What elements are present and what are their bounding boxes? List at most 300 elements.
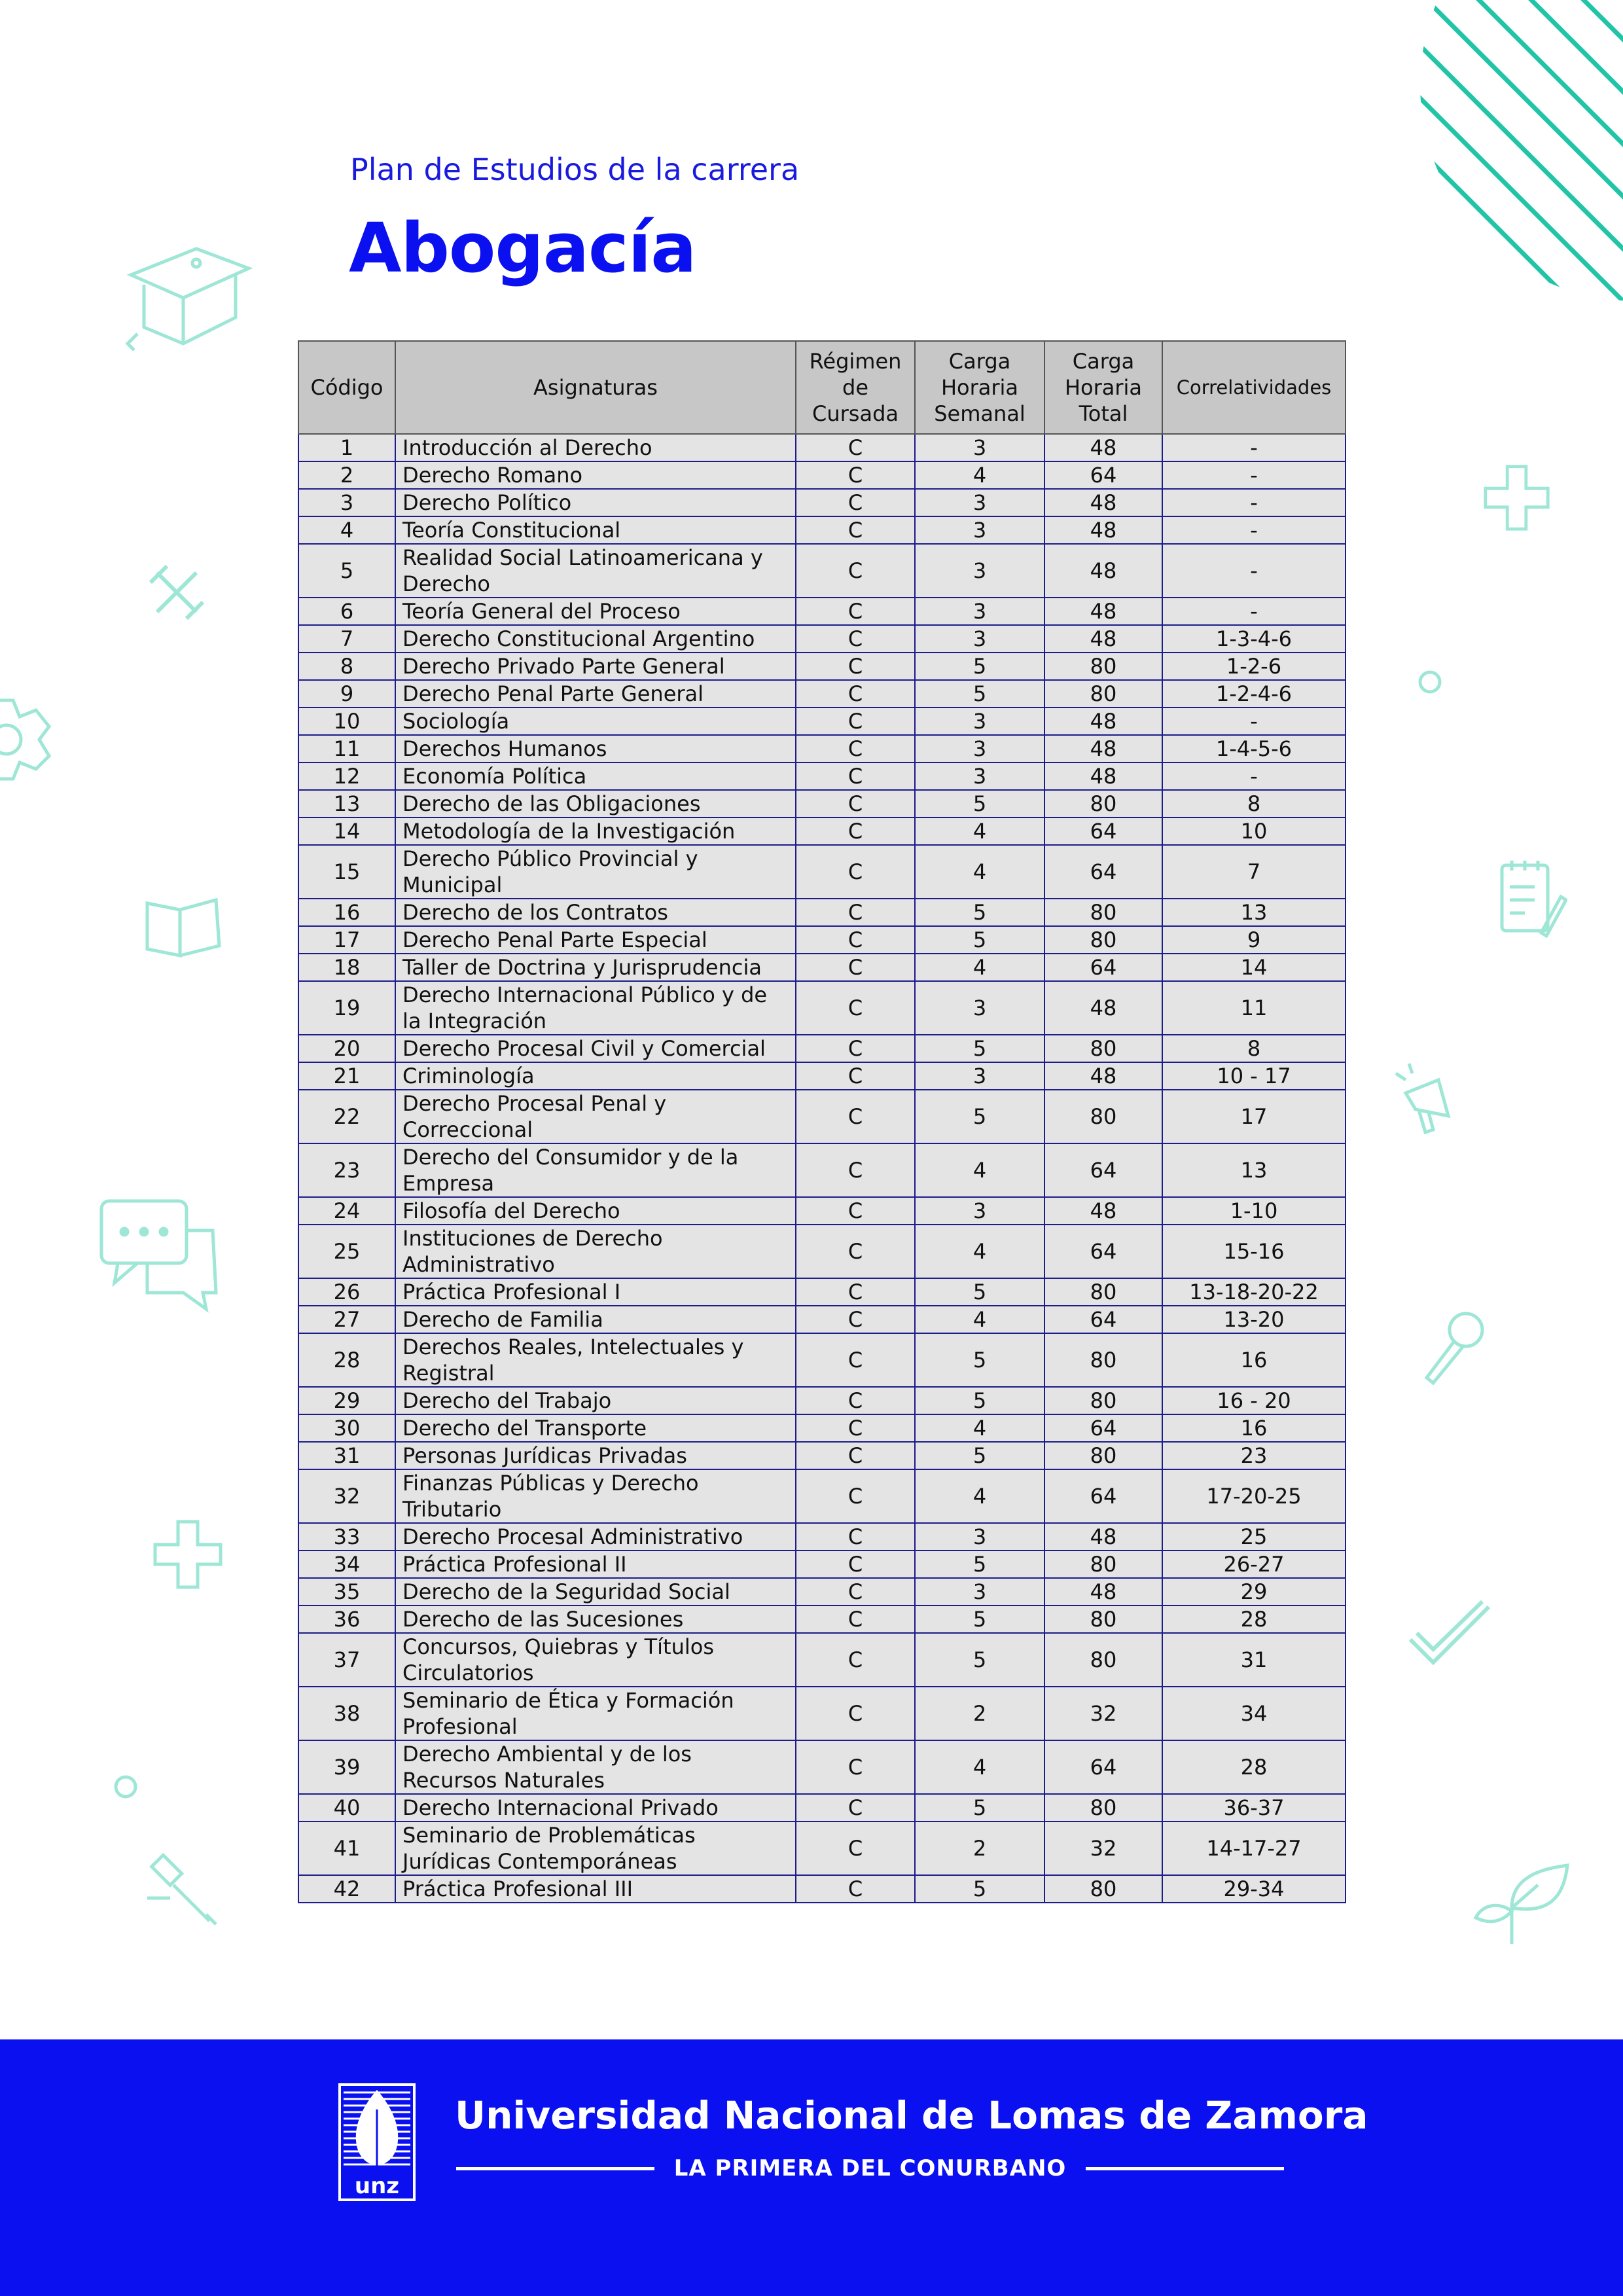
circle-icon [1417,669,1443,695]
cell-regimen: C [796,790,915,817]
cell-carga-total: 64 [1044,1414,1162,1442]
cell-asignatura: Criminología [395,1062,796,1090]
cell-carga-semanal: 3 [915,1523,1044,1551]
cell-carga-semanal: 4 [915,1225,1044,1278]
cell-regimen: C [796,1278,915,1306]
cell-carga-semanal: 5 [915,899,1044,926]
cell-carga-total: 48 [1044,1062,1162,1090]
cell-codigo: 21 [298,1062,395,1090]
table-row [298,434,1346,461]
cell-carga-total: 80 [1044,1278,1162,1306]
cell-regimen: C [796,1197,915,1225]
cell-asignatura: Derecho del Consumidor y de la Empresa [395,1143,796,1197]
table-row [298,1062,1346,1090]
cell-codigo: 8 [298,653,395,680]
cell-regimen: C [796,461,915,489]
graduation-cap-icon [118,236,255,353]
cell-correlatividades: 8 [1162,790,1346,817]
cell-codigo: 17 [298,926,395,954]
cell-carga-total: 80 [1044,1875,1162,1903]
cell-regimen: C [796,1442,915,1469]
cell-codigo: 40 [298,1794,395,1821]
cell-codigo: 4 [298,516,395,544]
cell-regimen: C [796,762,915,790]
cell-carga-semanal: 5 [915,1794,1044,1821]
table-row [298,790,1346,817]
table-row [298,1090,1346,1143]
cell-asignatura: Sociología [395,708,796,735]
cell-carga-semanal: 4 [915,1143,1044,1197]
cell-regimen: C [796,516,915,544]
table-row [298,544,1346,598]
table-row [298,680,1346,708]
cell-correlatividades: 8 [1162,1035,1346,1062]
cell-carga-total: 48 [1044,708,1162,735]
cell-codigo: 25 [298,1225,395,1278]
cell-codigo: 15 [298,845,395,899]
table-row [298,1794,1346,1821]
cell-carga-semanal: 4 [915,1306,1044,1333]
table-row [298,461,1346,489]
cell-regimen: C [796,735,915,762]
cell-regimen: C [796,544,915,598]
cell-carga-total: 80 [1044,1794,1162,1821]
page-subtitle: Plan de Estudios de la carrera [350,152,800,187]
cell-carga-total: 80 [1044,1551,1162,1578]
cell-regimen: C [796,1633,915,1687]
cell-regimen: C [796,1794,915,1821]
cell-correlatividades: 10 - 17 [1162,1062,1346,1090]
cell-asignatura: Concursos, Quiebras y Títulos Circulatorios [395,1633,796,1687]
cell-asignatura: Derechos Reales, Intelectuales y Registral [395,1333,796,1387]
cell-codigo: 36 [298,1605,395,1633]
cell-codigo: 23 [298,1143,395,1197]
header-semanal-line: Horaria [940,375,1019,400]
cell-regimen: C [796,434,915,461]
university-name: Universidad Nacional de Lomas de Zamora [455,2093,1368,2138]
cell-carga-total: 32 [1044,1821,1162,1875]
cell-regimen: C [796,1062,915,1090]
cell-carga-semanal: 5 [915,680,1044,708]
cell-asignatura: Derecho de los Contratos [395,899,796,926]
cell-correlatividades: 23 [1162,1442,1346,1469]
cell-codigo: 27 [298,1306,395,1333]
cell-carga-total: 64 [1044,845,1162,899]
cell-asignatura: Práctica Profesional II [395,1551,796,1578]
cell-carga-total: 80 [1044,926,1162,954]
table-row [298,1469,1346,1523]
cell-correlatividades: - [1162,598,1346,625]
cell-regimen: C [796,1578,915,1605]
cell-correlatividades: 14 [1162,954,1346,981]
cell-asignatura: Introducción al Derecho [395,434,796,461]
cell-carga-total: 48 [1044,489,1162,516]
cell-carga-semanal: 5 [915,653,1044,680]
notepad-icon [1495,857,1567,942]
cell-regimen: C [796,981,915,1035]
cell-asignatura: Derecho Privado Parte General [395,653,796,680]
cell-carga-semanal: 5 [915,1333,1044,1387]
plus-icon [152,1518,224,1590]
cell-asignatura: Teoría Constitucional [395,516,796,544]
cell-correlatividades: 1-2-4-6 [1162,680,1346,708]
cell-carga-total: 64 [1044,1225,1162,1278]
cell-correlatividades: - [1162,434,1346,461]
cell-carga-semanal: 3 [915,1062,1044,1090]
header-carga-total [1044,341,1162,434]
cell-codigo: 22 [298,1090,395,1143]
cell-asignatura: Derecho Constitucional Argentino [395,625,796,653]
tagline-rule-left [456,2167,654,2170]
cell-asignatura: Derecho Ambiental y de los Recursos Naturales [395,1740,796,1794]
table-row [298,1687,1346,1740]
cell-carga-total: 48 [1044,544,1162,598]
cell-correlatividades: 31 [1162,1633,1346,1687]
gavel-icon [144,1852,223,1931]
cell-codigo: 10 [298,708,395,735]
cell-carga-total: 80 [1044,1090,1162,1143]
cell-carga-total: 64 [1044,954,1162,981]
cell-regimen: C [796,1306,915,1333]
cell-carga-semanal: 3 [915,1197,1044,1225]
cell-codigo: 19 [298,981,395,1035]
cell-codigo: 38 [298,1687,395,1740]
cell-regimen: C [796,625,915,653]
cell-codigo: 5 [298,544,395,598]
cell-correlatividades: 1-4-5-6 [1162,735,1346,762]
university-logo [338,2083,416,2204]
cell-correlatividades: 16 [1162,1333,1346,1387]
cell-correlatividades: 7 [1162,845,1346,899]
cell-regimen: C [796,1740,915,1794]
check-icon [1404,1600,1495,1672]
cell-correlatividades: 14-17-27 [1162,1821,1346,1875]
corner-stripes-decoration [1387,0,1623,301]
cell-correlatividades: 34 [1162,1687,1346,1740]
cell-regimen: C [796,1225,915,1278]
cell-correlatividades: 28 [1162,1605,1346,1633]
cell-asignatura: Derecho de las Sucesiones [395,1605,796,1633]
cell-codigo: 13 [298,790,395,817]
cell-carga-semanal: 3 [915,981,1044,1035]
cell-codigo: 31 [298,1442,395,1469]
table-row [298,954,1346,981]
cell-asignatura: Teoría General del Proceso [395,598,796,625]
table-row [298,1414,1346,1442]
cell-regimen: C [796,680,915,708]
cell-regimen: C [796,1821,915,1875]
cell-carga-semanal: 2 [915,1821,1044,1875]
cell-carga-total: 80 [1044,653,1162,680]
header-regimen-line: de [842,375,868,400]
table-row [298,489,1346,516]
cell-carga-semanal: 4 [915,1469,1044,1523]
table-row [298,653,1346,680]
cell-carga-total: 80 [1044,1387,1162,1414]
cell-carga-semanal: 3 [915,625,1044,653]
cell-regimen: C [796,1605,915,1633]
microphone-icon [1417,1309,1489,1388]
cell-regimen: C [796,1387,915,1414]
cell-codigo: 30 [298,1414,395,1442]
table-row [298,1740,1346,1794]
cell-correlatividades: 13 [1162,899,1346,926]
cell-asignatura: Derecho de la Seguridad Social [395,1578,796,1605]
cell-carga-semanal: 5 [915,1387,1044,1414]
cell-codigo: 39 [298,1740,395,1794]
cell-codigo: 29 [298,1387,395,1414]
cell-asignatura: Filosofía del Derecho [395,1197,796,1225]
cell-codigo: 20 [298,1035,395,1062]
x-icon [144,560,209,625]
cell-codigo: 7 [298,625,395,653]
cell-codigo: 6 [298,598,395,625]
cell-asignatura: Taller de Doctrina y Jurisprudencia [395,954,796,981]
cell-codigo: 3 [298,489,395,516]
cell-carga-semanal: 5 [915,1633,1044,1687]
cell-correlatividades: 1-10 [1162,1197,1346,1225]
cell-asignatura: Derecho Público Provincial y Municipal [395,845,796,899]
cell-codigo: 42 [298,1875,395,1903]
cell-carga-total: 64 [1044,461,1162,489]
cell-asignatura: Derecho Penal Parte Especial [395,926,796,954]
cell-asignatura: Derecho del Transporte [395,1414,796,1442]
cell-asignatura: Derecho de las Obligaciones [395,790,796,817]
cell-asignatura: Derecho Político [395,489,796,516]
table-row [298,1821,1346,1875]
cell-asignatura: Práctica Profesional I [395,1278,796,1306]
cell-correlatividades: - [1162,544,1346,598]
cell-codigo: 34 [298,1551,395,1578]
cell-carga-total: 48 [1044,1523,1162,1551]
university-tagline: LA PRIMERA DEL CONURBANO [673,2155,1067,2181]
plus-icon [1482,463,1551,532]
cell-carga-semanal: 4 [915,1740,1044,1794]
cell-codigo: 14 [298,817,395,845]
cell-asignatura: Metodología de la Investigación [395,817,796,845]
cell-correlatividades: 28 [1162,1740,1346,1794]
tagline-row [456,2149,1284,2188]
table-row [298,708,1346,735]
cell-correlatividades: 1-2-6 [1162,653,1346,680]
cell-asignatura: Derechos Humanos [395,735,796,762]
megaphone-icon [1393,1060,1471,1139]
table-row [298,762,1346,790]
cell-correlatividades: 17-20-25 [1162,1469,1346,1523]
cell-carga-semanal: 3 [915,544,1044,598]
cell-asignatura: Práctica Profesional III [395,1875,796,1903]
cell-correlatividades: 13-18-20-22 [1162,1278,1346,1306]
cell-carga-semanal: 5 [915,1605,1044,1633]
cell-carga-semanal: 3 [915,434,1044,461]
cell-codigo: 2 [298,461,395,489]
cell-correlatividades: - [1162,461,1346,489]
cell-asignatura: Derecho Internacional Público y de la Integración [395,981,796,1035]
table-row [298,1605,1346,1633]
cell-asignatura: Instituciones de Derecho Administrativo [395,1225,796,1278]
cell-codigo: 9 [298,680,395,708]
cell-carga-semanal: 3 [915,598,1044,625]
cell-carga-total: 48 [1044,735,1162,762]
cell-regimen: C [796,899,915,926]
header-carga-semanal [915,341,1044,434]
table-row [298,1387,1346,1414]
study-plan-table [298,340,1346,1903]
cell-carga-total: 64 [1044,1469,1162,1523]
cell-regimen: C [796,845,915,899]
cell-carga-total: 80 [1044,1035,1162,1062]
book-icon [141,890,226,962]
cell-carga-semanal: 4 [915,954,1044,981]
cell-correlatividades: 15-16 [1162,1225,1346,1278]
table-row [298,1875,1346,1903]
header-semanal-line: Semanal [934,401,1026,426]
cell-asignatura: Derecho Internacional Privado [395,1794,796,1821]
cell-correlatividades: 16 - 20 [1162,1387,1346,1414]
cell-asignatura: Economía Política [395,762,796,790]
cell-codigo: 18 [298,954,395,981]
cell-asignatura: Derecho de Familia [395,1306,796,1333]
cell-carga-semanal: 5 [915,1278,1044,1306]
header-total-line: Horaria [1064,375,1143,400]
cell-correlatividades: 36-37 [1162,1794,1346,1821]
leaf-icon [1472,1862,1571,1947]
table-row [298,817,1346,845]
cell-carga-semanal: 4 [915,1414,1044,1442]
cell-correlatividades: 9 [1162,926,1346,954]
cell-carga-semanal: 4 [915,845,1044,899]
cell-carga-semanal: 5 [915,1442,1044,1469]
cell-carga-semanal: 5 [915,790,1044,817]
cell-asignatura: Seminario de Problemáticas Jurídicas Contemporáneas [395,1821,796,1875]
cell-carga-total: 64 [1044,1143,1162,1197]
circle-icon [113,1774,139,1800]
cell-correlatividades: 25 [1162,1523,1346,1551]
cell-correlatividades: 1-3-4-6 [1162,625,1346,653]
cell-codigo: 24 [298,1197,395,1225]
cell-codigo: 41 [298,1821,395,1875]
cell-carga-semanal: 3 [915,1578,1044,1605]
page-title: Abogacía [349,208,696,288]
cell-regimen: C [796,1875,915,1903]
table-row [298,1225,1346,1278]
cell-carga-total: 80 [1044,1333,1162,1387]
table-row [298,1143,1346,1197]
cell-asignatura: Finanzas Públicas y Derecho Tributario [395,1469,796,1523]
cell-regimen: C [796,1143,915,1197]
cell-regimen: C [796,653,915,680]
cell-regimen: C [796,708,915,735]
cell-regimen: C [796,489,915,516]
cell-correlatividades: 11 [1162,981,1346,1035]
header-regimen-line: Cursada [812,401,899,426]
cell-carga-total: 80 [1044,790,1162,817]
cell-asignatura: Derecho Penal Parte General [395,680,796,708]
cell-carga-total: 80 [1044,1605,1162,1633]
cell-codigo: 32 [298,1469,395,1523]
cell-carga-total: 64 [1044,1740,1162,1794]
cell-asignatura: Derecho Romano [395,461,796,489]
table-row [298,1278,1346,1306]
cell-regimen: C [796,1551,915,1578]
cell-carga-total: 80 [1044,680,1162,708]
cell-asignatura: Seminario de Ética y Formación Profesional [395,1687,796,1740]
table-header-row [298,341,1346,434]
cell-correlatividades: - [1162,516,1346,544]
cell-codigo: 16 [298,899,395,926]
table-row [298,1633,1346,1687]
cell-correlatividades: 26-27 [1162,1551,1346,1578]
tagline-rule-right [1086,2167,1284,2170]
cell-regimen: C [796,817,915,845]
cell-correlatividades: 29-34 [1162,1875,1346,1903]
header-total-line: Total [1079,401,1128,426]
table-row [298,1442,1346,1469]
cell-carga-semanal: 5 [915,1035,1044,1062]
cell-correlatividades: - [1162,708,1346,735]
cell-carga-total: 48 [1044,598,1162,625]
table-row [298,1333,1346,1387]
table-row [298,516,1346,544]
header-semanal-line: Carga [948,349,1011,374]
cell-regimen: C [796,1687,915,1740]
cell-carga-semanal: 3 [915,516,1044,544]
table-row [298,981,1346,1035]
cell-carga-total: 48 [1044,625,1162,653]
header-codigo: Código [298,341,395,434]
cell-carga-total: 80 [1044,1633,1162,1687]
cell-carga-total: 48 [1044,762,1162,790]
cell-carga-total: 80 [1044,899,1162,926]
cell-asignatura: Realidad Social Latinoamericana y Derecho [395,544,796,598]
cell-carga-total: 32 [1044,1687,1162,1740]
table-row [298,1551,1346,1578]
cell-regimen: C [796,1090,915,1143]
cell-regimen: C [796,598,915,625]
header-correlatividades: Correlatividades [1162,341,1346,434]
cell-regimen: C [796,926,915,954]
cell-correlatividades: 16 [1162,1414,1346,1442]
table-row [298,899,1346,926]
cell-carga-total: 48 [1044,981,1162,1035]
header-total-line: Carga [1072,349,1135,374]
cell-carga-semanal: 3 [915,762,1044,790]
cell-codigo: 37 [298,1633,395,1687]
cell-carga-total: 48 [1044,434,1162,461]
cell-codigo: 26 [298,1278,395,1306]
cell-regimen: C [796,1333,915,1387]
cell-carga-semanal: 3 [915,735,1044,762]
cell-regimen: C [796,1523,915,1551]
table-row [298,845,1346,899]
cell-carga-total: 48 [1044,1197,1162,1225]
cell-correlatividades: 13-20 [1162,1306,1346,1333]
cell-carga-semanal: 3 [915,489,1044,516]
table-row [298,926,1346,954]
cell-carga-semanal: 4 [915,461,1044,489]
cell-regimen: C [796,1414,915,1442]
cell-regimen: C [796,1035,915,1062]
logo-lettering: unz [354,2173,400,2199]
header-regimen [796,341,915,434]
cell-carga-total: 48 [1044,516,1162,544]
cell-codigo: 1 [298,434,395,461]
cell-carga-semanal: 2 [915,1687,1044,1740]
cell-codigo: 28 [298,1333,395,1387]
table-row [298,1306,1346,1333]
table-row [298,1523,1346,1551]
cell-carga-semanal: 5 [915,926,1044,954]
